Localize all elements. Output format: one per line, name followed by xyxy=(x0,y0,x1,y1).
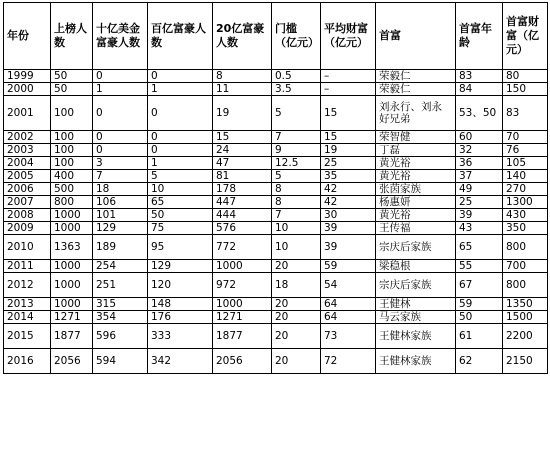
listed-count-cell: 100 xyxy=(51,157,93,170)
threshold-cell: 7 xyxy=(272,131,321,144)
table-row xyxy=(4,196,548,209)
average-wealth-cell: 72 xyxy=(321,349,376,374)
billion-usd-count-cell: 18 xyxy=(93,183,148,196)
threshold-cell: 0.5 xyxy=(272,70,321,83)
listed-count-cell: 1000 xyxy=(51,209,93,222)
year-cell: 2013 xyxy=(4,298,51,311)
2b-count-cell: 1877 xyxy=(213,324,272,349)
threshold-cell: 8 xyxy=(272,196,321,209)
average-wealth-cell: 25 xyxy=(321,157,376,170)
threshold-cell: 10 xyxy=(272,222,321,235)
billion-usd-count-cell: 129 xyxy=(93,222,148,235)
richest-wealth-cell: 1300 xyxy=(503,196,548,209)
richest-age-cell: 53、50 xyxy=(456,96,503,131)
richest-wealth-cell: 430 xyxy=(503,209,548,222)
year-cell: 2002 xyxy=(4,131,51,144)
10b-count-cell: 120 xyxy=(148,273,213,298)
2b-count-cell: 81 xyxy=(213,170,272,183)
2b-count-cell: 178 xyxy=(213,183,272,196)
listed-count-cell: 100 xyxy=(51,144,93,157)
average-wealth-cell: 73 xyxy=(321,324,376,349)
table-row xyxy=(4,144,548,157)
richest-age-cell: 36 xyxy=(456,157,503,170)
threshold-cell: 18 xyxy=(272,273,321,298)
listed-count-cell: 100 xyxy=(51,131,93,144)
table-row xyxy=(4,170,548,183)
2b-count-cell: 19 xyxy=(213,96,272,131)
table-row xyxy=(4,83,548,96)
threshold-cell: 7 xyxy=(272,209,321,222)
10b-count-cell: 129 xyxy=(148,260,213,273)
table-row xyxy=(4,131,548,144)
listed-count-cell: 50 xyxy=(51,70,93,83)
10b-count-cell: 333 xyxy=(148,324,213,349)
billion-usd-count-cell: 101 xyxy=(93,209,148,222)
average-wealth-cell: 64 xyxy=(321,311,376,324)
billion-usd-count-cell: 0 xyxy=(93,96,148,131)
billion-usd-count-cell: 254 xyxy=(93,260,148,273)
billion-usd-count-cell: 3 xyxy=(93,157,148,170)
10b-count-cell: 176 xyxy=(148,311,213,324)
richest-wealth-cell: 2150 xyxy=(503,349,548,374)
2b-count-cell: 772 xyxy=(213,235,272,260)
richest-cell: 王健林 xyxy=(376,298,456,311)
richest-wealth-cell: 350 xyxy=(503,222,548,235)
table-row xyxy=(4,183,548,196)
listed-count-cell: 1271 xyxy=(51,311,93,324)
average-wealth-cell: 19 xyxy=(321,144,376,157)
listed-count-cell: 2056 xyxy=(51,349,93,374)
threshold-cell: 12.5 xyxy=(272,157,321,170)
header-average-wealth: 平均财富（亿元） xyxy=(321,3,376,70)
10b-count-cell: 342 xyxy=(148,349,213,374)
richest-age-cell: 37 xyxy=(456,170,503,183)
average-wealth-cell: 64 xyxy=(321,298,376,311)
billion-usd-count-cell: 7 xyxy=(93,170,148,183)
10b-count-cell: 50 xyxy=(148,209,213,222)
listed-count-cell: 1877 xyxy=(51,324,93,349)
richest-age-cell: 39 xyxy=(456,209,503,222)
threshold-cell: 20 xyxy=(272,324,321,349)
header-richest-wealth: 首富财富（亿元） xyxy=(503,3,548,70)
billion-usd-count-cell: 251 xyxy=(93,273,148,298)
richest-cell: 王健林家族 xyxy=(376,324,456,349)
10b-count-cell: 10 xyxy=(148,183,213,196)
average-wealth-cell: 39 xyxy=(321,222,376,235)
billion-usd-count-cell: 1 xyxy=(93,83,148,96)
header-year: 年份 xyxy=(4,3,51,70)
year-cell: 2001 xyxy=(4,96,51,131)
table-header xyxy=(4,3,548,70)
year-cell: 2012 xyxy=(4,273,51,298)
average-wealth-cell: 30 xyxy=(321,209,376,222)
richest-age-cell: 50 xyxy=(456,311,503,324)
richest-age-cell: 49 xyxy=(456,183,503,196)
listed-count-cell: 1000 xyxy=(51,298,93,311)
2b-count-cell: 15 xyxy=(213,131,272,144)
richest-cell: 马云家族 xyxy=(376,311,456,324)
average-wealth-cell: 54 xyxy=(321,273,376,298)
richest-wealth-cell: 76 xyxy=(503,144,548,157)
richest-cell: 丁磊 xyxy=(376,144,456,157)
richest-wealth-cell: 700 xyxy=(503,260,548,273)
threshold-cell: 10 xyxy=(272,235,321,260)
richest-wealth-cell: 2200 xyxy=(503,324,548,349)
richest-cell: 王健林家族 xyxy=(376,349,456,374)
average-wealth-cell: 42 xyxy=(321,183,376,196)
average-wealth-cell: 15 xyxy=(321,131,376,144)
richest-wealth-cell: 800 xyxy=(503,235,548,260)
richest-cell: 王传福 xyxy=(376,222,456,235)
year-cell: 2011 xyxy=(4,260,51,273)
threshold-cell: 9 xyxy=(272,144,321,157)
richest-cell: 张茵家族 xyxy=(376,183,456,196)
billion-usd-count-cell: 315 xyxy=(93,298,148,311)
richest-cell: 黄光裕 xyxy=(376,157,456,170)
richest-cell: 宗庆后家族 xyxy=(376,273,456,298)
table-row xyxy=(4,235,548,260)
year-cell: 2009 xyxy=(4,222,51,235)
table-row xyxy=(4,209,548,222)
table-row xyxy=(4,70,548,83)
2b-count-cell: 11 xyxy=(213,83,272,96)
billion-usd-count-cell: 0 xyxy=(93,144,148,157)
year-cell: 2006 xyxy=(4,183,51,196)
year-cell: 2014 xyxy=(4,311,51,324)
threshold-cell: 20 xyxy=(272,260,321,273)
table-row xyxy=(4,260,548,273)
richest-cell: 荣智健 xyxy=(376,131,456,144)
richest-cell: 黄光裕 xyxy=(376,170,456,183)
threshold-cell: 5 xyxy=(272,96,321,131)
listed-count-cell: 800 xyxy=(51,196,93,209)
table-row xyxy=(4,311,548,324)
richest-cell: 荣毅仁 xyxy=(376,70,456,83)
richest-wealth-cell: 105 xyxy=(503,157,548,170)
year-cell: 2016 xyxy=(4,349,51,374)
richest-cell: 黄光裕 xyxy=(376,209,456,222)
billion-usd-count-cell: 106 xyxy=(93,196,148,209)
billion-usd-count-cell: 354 xyxy=(93,311,148,324)
richest-age-cell: 83 xyxy=(456,70,503,83)
richest-cell: 杨惠妍 xyxy=(376,196,456,209)
10b-count-cell: 0 xyxy=(148,70,213,83)
listed-count-cell: 1000 xyxy=(51,260,93,273)
2b-count-cell: 444 xyxy=(213,209,272,222)
listed-count-cell: 1363 xyxy=(51,235,93,260)
year-cell: 2015 xyxy=(4,324,51,349)
richest-wealth-cell: 70 xyxy=(503,131,548,144)
year-cell: 2000 xyxy=(4,83,51,96)
header-listed-count: 上榜人数 xyxy=(51,3,93,70)
header-2b-count: 20亿富豪人数 xyxy=(213,3,272,70)
10b-count-cell: 65 xyxy=(148,196,213,209)
10b-count-cell: 1 xyxy=(148,83,213,96)
10b-count-cell: 1 xyxy=(148,157,213,170)
2b-count-cell: 47 xyxy=(213,157,272,170)
header-row xyxy=(4,3,548,70)
listed-count-cell: 1000 xyxy=(51,273,93,298)
listed-count-cell: 50 xyxy=(51,83,93,96)
table-row xyxy=(4,324,548,349)
year-cell: 2008 xyxy=(4,209,51,222)
richest-wealth-cell: 83 xyxy=(503,96,548,131)
table-body xyxy=(4,70,548,374)
richest-age-cell: 59 xyxy=(456,298,503,311)
year-cell: 1999 xyxy=(4,70,51,83)
richest-wealth-cell: 1500 xyxy=(503,311,548,324)
richest-wealth-cell: 80 xyxy=(503,70,548,83)
10b-count-cell: 0 xyxy=(148,96,213,131)
richest-age-cell: 60 xyxy=(456,131,503,144)
threshold-cell: 3.5 xyxy=(272,83,321,96)
billion-usd-count-cell: 0 xyxy=(93,131,148,144)
header-richest: 首富 xyxy=(376,3,456,70)
richest-cell: 梁稳根 xyxy=(376,260,456,273)
year-cell: 2007 xyxy=(4,196,51,209)
header-10b-count: 百亿富豪人数 xyxy=(148,3,213,70)
header-billion-usd-count: 十亿美金富豪人数 xyxy=(93,3,148,70)
threshold-cell: 20 xyxy=(272,349,321,374)
richest-cell: 荣毅仁 xyxy=(376,83,456,96)
richest-age-cell: 65 xyxy=(456,235,503,260)
2b-count-cell: 1271 xyxy=(213,311,272,324)
richest-age-cell: 61 xyxy=(456,324,503,349)
10b-count-cell: 5 xyxy=(148,170,213,183)
table-row xyxy=(4,298,548,311)
10b-count-cell: 75 xyxy=(148,222,213,235)
10b-count-cell: 0 xyxy=(148,144,213,157)
average-wealth-cell: 59 xyxy=(321,260,376,273)
billion-usd-count-cell: 189 xyxy=(93,235,148,260)
richest-age-cell: 25 xyxy=(456,196,503,209)
rich-list-table xyxy=(3,2,548,374)
billion-usd-count-cell: 594 xyxy=(93,349,148,374)
richest-wealth-cell: 140 xyxy=(503,170,548,183)
listed-count-cell: 400 xyxy=(51,170,93,183)
richest-wealth-cell: 800 xyxy=(503,273,548,298)
average-wealth-cell: – xyxy=(321,70,376,83)
year-cell: 2005 xyxy=(4,170,51,183)
2b-count-cell: 1000 xyxy=(213,260,272,273)
richest-wealth-cell: 270 xyxy=(503,183,548,196)
table-row xyxy=(4,157,548,170)
listed-count-cell: 100 xyxy=(51,96,93,131)
2b-count-cell: 24 xyxy=(213,144,272,157)
richest-age-cell: 84 xyxy=(456,83,503,96)
billion-usd-count-cell: 596 xyxy=(93,324,148,349)
10b-count-cell: 95 xyxy=(148,235,213,260)
average-wealth-cell: 35 xyxy=(321,170,376,183)
threshold-cell: 8 xyxy=(272,183,321,196)
threshold-cell: 20 xyxy=(272,311,321,324)
year-cell: 2010 xyxy=(4,235,51,260)
2b-count-cell: 447 xyxy=(213,196,272,209)
table-row xyxy=(4,96,548,131)
richest-age-cell: 55 xyxy=(456,260,503,273)
richest-cell: 宗庆后家族 xyxy=(376,235,456,260)
threshold-cell: 20 xyxy=(272,298,321,311)
richest-wealth-cell: 150 xyxy=(503,83,548,96)
average-wealth-cell: – xyxy=(321,83,376,96)
richest-age-cell: 43 xyxy=(456,222,503,235)
richest-age-cell: 62 xyxy=(456,349,503,374)
richest-age-cell: 32 xyxy=(456,144,503,157)
average-wealth-cell: 39 xyxy=(321,235,376,260)
table-row xyxy=(4,349,548,374)
table-row xyxy=(4,273,548,298)
10b-count-cell: 148 xyxy=(148,298,213,311)
richest-cell: 刘永行、刘永好兄弟 xyxy=(376,96,456,131)
2b-count-cell: 1000 xyxy=(213,298,272,311)
header-threshold: 门槛（亿元） xyxy=(272,3,321,70)
table-row xyxy=(4,222,548,235)
10b-count-cell: 0 xyxy=(148,131,213,144)
average-wealth-cell: 15 xyxy=(321,96,376,131)
average-wealth-cell: 42 xyxy=(321,196,376,209)
richest-wealth-cell: 1350 xyxy=(503,298,548,311)
year-cell: 2003 xyxy=(4,144,51,157)
2b-count-cell: 8 xyxy=(213,70,272,83)
listed-count-cell: 500 xyxy=(51,183,93,196)
2b-count-cell: 2056 xyxy=(213,349,272,374)
year-cell: 2004 xyxy=(4,157,51,170)
header-richest-age: 首富年龄 xyxy=(456,3,503,70)
listed-count-cell: 1000 xyxy=(51,222,93,235)
2b-count-cell: 576 xyxy=(213,222,272,235)
richest-age-cell: 67 xyxy=(456,273,503,298)
threshold-cell: 5 xyxy=(272,170,321,183)
billion-usd-count-cell: 0 xyxy=(93,70,148,83)
2b-count-cell: 972 xyxy=(213,273,272,298)
